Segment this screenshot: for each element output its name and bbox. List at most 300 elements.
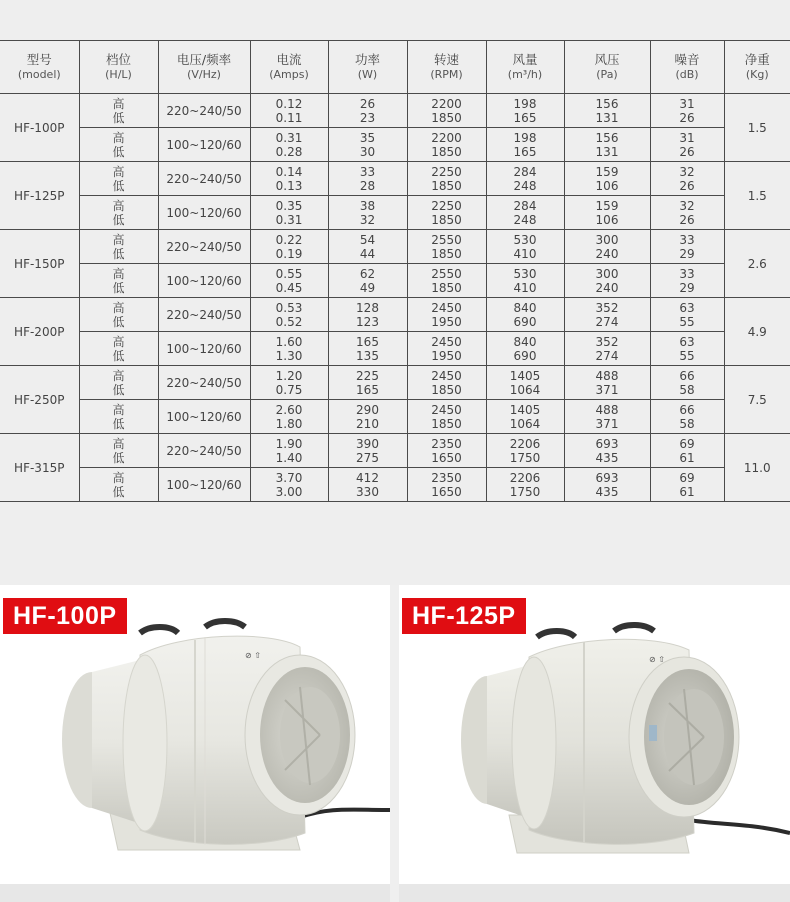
airflow-value: 840 (513, 300, 537, 315)
table-row (0, 400, 790, 434)
airflow-value: 284 (513, 198, 537, 213)
airflow-cell (486, 400, 564, 434)
power-cell (328, 230, 407, 264)
current-value: 2.60 (275, 402, 303, 417)
gear-value: 低 (112, 144, 125, 159)
current-value: 3.00 (275, 484, 303, 499)
power-cell (328, 264, 407, 298)
gear-value: 低 (112, 348, 125, 363)
pressure-value: 159 (595, 198, 619, 213)
model-cell: HF-250P (0, 366, 79, 434)
speed-value: 1850 (431, 382, 462, 397)
gear-cell (79, 264, 158, 298)
gear-cell (79, 196, 158, 230)
noise-value: 58 (679, 382, 695, 397)
header-model: 型号 (model) (0, 41, 79, 94)
current-value: 0.22 (275, 232, 303, 247)
airflow-cell (486, 366, 564, 400)
voltage-cell: 220~240/50 (158, 366, 250, 400)
svg-text:⊘ ⇧: ⊘ ⇧ (649, 655, 665, 664)
airflow-value: 165 (513, 110, 537, 125)
noise-value: 69 (679, 436, 695, 451)
pressure-cell (564, 366, 650, 400)
gear-value: 高 (112, 232, 125, 247)
current-cell (250, 298, 328, 332)
power-cell (328, 332, 407, 366)
speed-value: 1850 (431, 144, 462, 159)
power-cell (328, 468, 407, 502)
power-cell (328, 366, 407, 400)
airflow-cell (486, 264, 564, 298)
voltage-cell: 100~120/60 (158, 196, 250, 230)
airflow-value: 248 (513, 212, 537, 227)
airflow-value: 530 (513, 266, 537, 281)
pressure-value: 240 (595, 246, 619, 261)
noise-cell (650, 468, 724, 502)
current-value: 0.12 (275, 96, 303, 111)
airflow-value: 530 (513, 232, 537, 247)
power-value: 135 (356, 348, 379, 363)
pressure-value: 106 (595, 212, 619, 227)
header-pressure: 风压 (Pa) (564, 41, 650, 94)
airflow-cell (486, 434, 564, 468)
speed-cell (407, 298, 486, 332)
noise-cell (650, 400, 724, 434)
table-row (0, 332, 790, 366)
noise-value: 55 (679, 314, 695, 329)
pressure-cell (564, 230, 650, 264)
airflow-value: 840 (513, 334, 537, 349)
header-current: 电流 (Amps) (250, 41, 328, 94)
speed-cell (407, 162, 486, 196)
speed-cell (407, 230, 486, 264)
noise-cell (650, 298, 724, 332)
voltage-cell: 220~240/50 (158, 94, 250, 128)
gear-value: 低 (112, 450, 125, 465)
model-tag-hf-125p: HF-125P (402, 598, 526, 634)
pressure-cell (564, 468, 650, 502)
table-row (0, 230, 790, 264)
current-value: 1.60 (275, 334, 303, 349)
current-cell (250, 128, 328, 162)
table-row (0, 468, 790, 502)
speed-cell (407, 434, 486, 468)
noise-value: 26 (679, 212, 695, 227)
spec-table-body (0, 94, 790, 502)
header-row (0, 41, 790, 94)
speed-value: 2200 (431, 130, 462, 145)
voltage-cell: 100~120/60 (158, 332, 250, 366)
noise-value: 66 (679, 402, 695, 417)
current-cell (250, 230, 328, 264)
noise-value: 29 (679, 246, 695, 261)
svg-text:⊘ ⇧: ⊘ ⇧ (245, 651, 261, 660)
current-value: 0.31 (275, 212, 303, 227)
pressure-value: 352 (595, 334, 619, 349)
gear-value: 高 (112, 402, 125, 417)
current-cell (250, 264, 328, 298)
model-tag-hf-100p: HF-100P (3, 598, 127, 634)
pressure-cell (564, 434, 650, 468)
gear-cell (79, 332, 158, 366)
power-value: 412 (356, 470, 379, 485)
power-value: 49 (359, 280, 376, 295)
noise-cell (650, 366, 724, 400)
current-value: 0.35 (275, 198, 303, 213)
pressure-value: 131 (595, 144, 619, 159)
airflow-cell (486, 196, 564, 230)
current-value: 3.70 (275, 470, 303, 485)
pressure-value: 352 (595, 300, 619, 315)
power-value: 35 (359, 130, 376, 145)
noise-cell (650, 264, 724, 298)
header-gear: 档位 (H/L) (79, 41, 158, 94)
airflow-value: 1405 (509, 402, 541, 417)
gear-value: 高 (112, 130, 125, 145)
gear-cell (79, 366, 158, 400)
airflow-cell (486, 230, 564, 264)
table-row (0, 264, 790, 298)
table-row (0, 298, 790, 332)
voltage-cell: 220~240/50 (158, 434, 250, 468)
power-cell (328, 298, 407, 332)
current-value: 1.30 (275, 348, 303, 363)
weight-cell: 1.5 (724, 162, 790, 230)
gear-value: 高 (112, 368, 125, 383)
airflow-cell (486, 332, 564, 366)
gear-cell (79, 468, 158, 502)
power-value: 165 (356, 334, 379, 349)
table-row (0, 94, 790, 128)
pressure-value: 693 (595, 470, 619, 485)
noise-value: 66 (679, 368, 695, 383)
noise-value: 26 (679, 110, 695, 125)
power-value: 275 (356, 450, 379, 465)
model-cell: HF-100P (0, 94, 79, 162)
airflow-value: 198 (513, 96, 537, 111)
table-row (0, 434, 790, 468)
airflow-value: 2206 (509, 436, 541, 451)
noise-value: 69 (679, 470, 695, 485)
power-value: 390 (356, 436, 379, 451)
header-speed: 转速 (RPM) (407, 41, 486, 94)
current-cell (250, 196, 328, 230)
voltage-cell: 100~120/60 (158, 128, 250, 162)
airflow-value: 2206 (509, 470, 541, 485)
gear-cell (79, 434, 158, 468)
gear-value: 高 (112, 198, 125, 213)
model-cell: HF-125P (0, 162, 79, 230)
speed-value: 2550 (431, 266, 462, 281)
header-voltage: 电压/频率 (V/Hz) (158, 41, 250, 94)
gear-value: 高 (112, 300, 125, 315)
current-value: 1.20 (275, 368, 303, 383)
speed-cell (407, 94, 486, 128)
power-value: 38 (359, 198, 376, 213)
speed-value: 2450 (431, 334, 462, 349)
power-value: 33 (359, 164, 376, 179)
current-value: 0.28 (275, 144, 303, 159)
speed-value: 1850 (431, 110, 462, 125)
airflow-value: 1405 (509, 368, 541, 383)
pressure-cell (564, 196, 650, 230)
power-cell (328, 400, 407, 434)
weight-cell: 1.5 (724, 94, 790, 162)
pressure-cell (564, 94, 650, 128)
voltage-cell: 220~240/50 (158, 298, 250, 332)
noise-value: 33 (679, 266, 695, 281)
voltage-cell: 100~120/60 (158, 400, 250, 434)
table-row (0, 366, 790, 400)
airflow-value: 690 (513, 348, 537, 363)
speed-cell (407, 400, 486, 434)
pressure-value: 274 (595, 348, 619, 363)
speed-value: 1850 (431, 246, 462, 261)
model-cell: HF-200P (0, 298, 79, 366)
gear-value: 低 (112, 484, 125, 499)
gear-cell (79, 94, 158, 128)
power-value: 210 (356, 416, 379, 431)
gear-value: 低 (112, 314, 125, 329)
current-cell (250, 94, 328, 128)
model-cell: HF-150P (0, 230, 79, 298)
speed-value: 1850 (431, 212, 462, 227)
card-bottom-strip (0, 884, 390, 902)
power-value: 62 (359, 266, 376, 281)
power-value: 30 (359, 144, 376, 159)
card-bottom-strip (399, 884, 790, 902)
airflow-value: 165 (513, 144, 537, 159)
pressure-cell (564, 332, 650, 366)
speed-value: 1650 (431, 450, 462, 465)
pressure-cell (564, 264, 650, 298)
pressure-value: 240 (595, 280, 619, 295)
speed-value: 2550 (431, 232, 462, 247)
current-cell (250, 366, 328, 400)
current-value: 0.31 (275, 130, 303, 145)
pressure-value: 435 (595, 484, 619, 499)
gear-cell (79, 128, 158, 162)
current-cell (250, 468, 328, 502)
current-cell (250, 400, 328, 434)
gear-cell (79, 162, 158, 196)
power-value: 330 (356, 484, 379, 499)
speed-cell (407, 128, 486, 162)
speed-value: 1850 (431, 280, 462, 295)
pressure-cell (564, 400, 650, 434)
gear-value: 低 (112, 382, 125, 397)
airflow-value: 248 (513, 178, 537, 193)
table-row (0, 196, 790, 230)
gear-value: 高 (112, 334, 125, 349)
airflow-value: 1064 (509, 416, 541, 431)
current-value: 0.19 (275, 246, 303, 261)
speed-value: 1650 (431, 484, 462, 499)
speed-cell (407, 196, 486, 230)
power-cell (328, 94, 407, 128)
noise-cell (650, 434, 724, 468)
airflow-cell (486, 298, 564, 332)
current-cell (250, 434, 328, 468)
power-value: 32 (359, 212, 376, 227)
noise-value: 61 (679, 484, 695, 499)
gear-cell (79, 400, 158, 434)
speed-value: 2450 (431, 368, 462, 383)
power-cell (328, 196, 407, 230)
power-value: 123 (356, 314, 379, 329)
noise-value: 31 (679, 130, 695, 145)
weight-cell: 11.0 (724, 434, 790, 502)
current-value: 0.52 (275, 314, 303, 329)
voltage-cell: 100~120/60 (158, 468, 250, 502)
pressure-value: 435 (595, 450, 619, 465)
current-value: 0.53 (275, 300, 303, 315)
speed-cell (407, 264, 486, 298)
current-value: 0.11 (275, 110, 303, 125)
header-airflow: 风量 (m³/h) (486, 41, 564, 94)
speed-value: 2350 (431, 470, 462, 485)
power-value: 165 (356, 382, 379, 397)
speed-value: 1950 (431, 348, 462, 363)
pressure-value: 488 (595, 402, 619, 417)
power-value: 44 (359, 246, 376, 261)
speed-value: 1850 (431, 178, 462, 193)
noise-value: 32 (679, 198, 695, 213)
speed-cell (407, 468, 486, 502)
pressure-value: 156 (595, 130, 619, 145)
weight-cell: 2.6 (724, 230, 790, 298)
power-value: 28 (359, 178, 376, 193)
noise-value: 33 (679, 232, 695, 247)
speed-value: 1950 (431, 314, 462, 329)
power-value: 26 (359, 96, 376, 111)
speed-value: 1850 (431, 416, 462, 431)
pressure-value: 156 (595, 96, 619, 111)
current-value: 0.13 (275, 178, 303, 193)
weight-cell: 7.5 (724, 366, 790, 434)
power-value: 54 (359, 232, 376, 247)
header-weight: 净重 (Kg) (724, 41, 790, 94)
current-value: 0.14 (275, 164, 303, 179)
gear-value: 高 (112, 96, 125, 111)
airflow-cell (486, 94, 564, 128)
noise-value: 55 (679, 348, 695, 363)
airflow-value: 284 (513, 164, 537, 179)
voltage-cell: 220~240/50 (158, 230, 250, 264)
noise-cell (650, 332, 724, 366)
current-cell (250, 332, 328, 366)
current-value: 0.55 (275, 266, 303, 281)
power-value: 128 (356, 300, 379, 315)
noise-value: 58 (679, 416, 695, 431)
voltage-cell: 220~240/50 (158, 162, 250, 196)
pressure-cell (564, 162, 650, 196)
speed-cell (407, 366, 486, 400)
speed-value: 2200 (431, 96, 462, 111)
current-value: 0.75 (275, 382, 303, 397)
pressure-cell (564, 128, 650, 162)
table-row (0, 128, 790, 162)
power-cell (328, 162, 407, 196)
header-noise: 噪音 (dB) (650, 41, 724, 94)
power-value: 290 (356, 402, 379, 417)
product-card-hf-100p (0, 585, 390, 902)
current-cell (250, 162, 328, 196)
airflow-value: 410 (513, 246, 537, 261)
speed-value: 2450 (431, 300, 462, 315)
noise-value: 63 (679, 300, 695, 315)
weight-cell: 4.9 (724, 298, 790, 366)
speed-cell (407, 332, 486, 366)
speed-value: 2350 (431, 436, 462, 451)
voltage-cell: 100~120/60 (158, 264, 250, 298)
gear-value: 低 (112, 110, 125, 125)
pressure-value: 159 (595, 164, 619, 179)
gear-value: 低 (112, 212, 125, 227)
pressure-value: 300 (595, 232, 619, 247)
spec-table (0, 40, 790, 502)
pressure-value: 371 (595, 382, 619, 397)
airflow-value: 198 (513, 130, 537, 145)
noise-cell (650, 94, 724, 128)
current-value: 1.90 (275, 436, 303, 451)
current-value: 1.80 (275, 416, 303, 431)
gear-value: 高 (112, 164, 125, 179)
pressure-cell (564, 298, 650, 332)
airflow-cell (486, 162, 564, 196)
airflow-value: 1064 (509, 382, 541, 397)
airflow-value: 1750 (509, 484, 541, 499)
noise-cell (650, 230, 724, 264)
header-power: 功率 (W) (328, 41, 407, 94)
current-value: 0.45 (275, 280, 303, 295)
noise-value: 29 (679, 280, 695, 295)
gear-cell (79, 298, 158, 332)
gear-value: 高 (112, 266, 125, 281)
airflow-value: 410 (513, 280, 537, 295)
pressure-value: 274 (595, 314, 619, 329)
noise-value: 31 (679, 96, 695, 111)
airflow-cell (486, 468, 564, 502)
pressure-value: 300 (595, 266, 619, 281)
noise-value: 32 (679, 164, 695, 179)
noise-value: 26 (679, 144, 695, 159)
speed-value: 2250 (431, 164, 462, 179)
noise-value: 63 (679, 334, 695, 349)
airflow-cell (486, 128, 564, 162)
airflow-value: 690 (513, 314, 537, 329)
noise-value: 61 (679, 450, 695, 465)
power-value: 23 (359, 110, 376, 125)
gear-value: 低 (112, 416, 125, 431)
pressure-value: 693 (595, 436, 619, 451)
pressure-value: 131 (595, 110, 619, 125)
power-value: 225 (356, 368, 379, 383)
gear-value: 高 (112, 436, 125, 451)
speed-value: 2250 (431, 198, 462, 213)
gear-value: 低 (112, 280, 125, 295)
gear-cell (79, 230, 158, 264)
gear-value: 低 (112, 178, 125, 193)
airflow-value: 1750 (509, 450, 541, 465)
pressure-value: 371 (595, 416, 619, 431)
model-cell: HF-315P (0, 434, 79, 502)
noise-cell (650, 196, 724, 230)
noise-value: 26 (679, 178, 695, 193)
gear-value: 低 (112, 246, 125, 261)
noise-cell (650, 162, 724, 196)
current-value: 1.40 (275, 450, 303, 465)
